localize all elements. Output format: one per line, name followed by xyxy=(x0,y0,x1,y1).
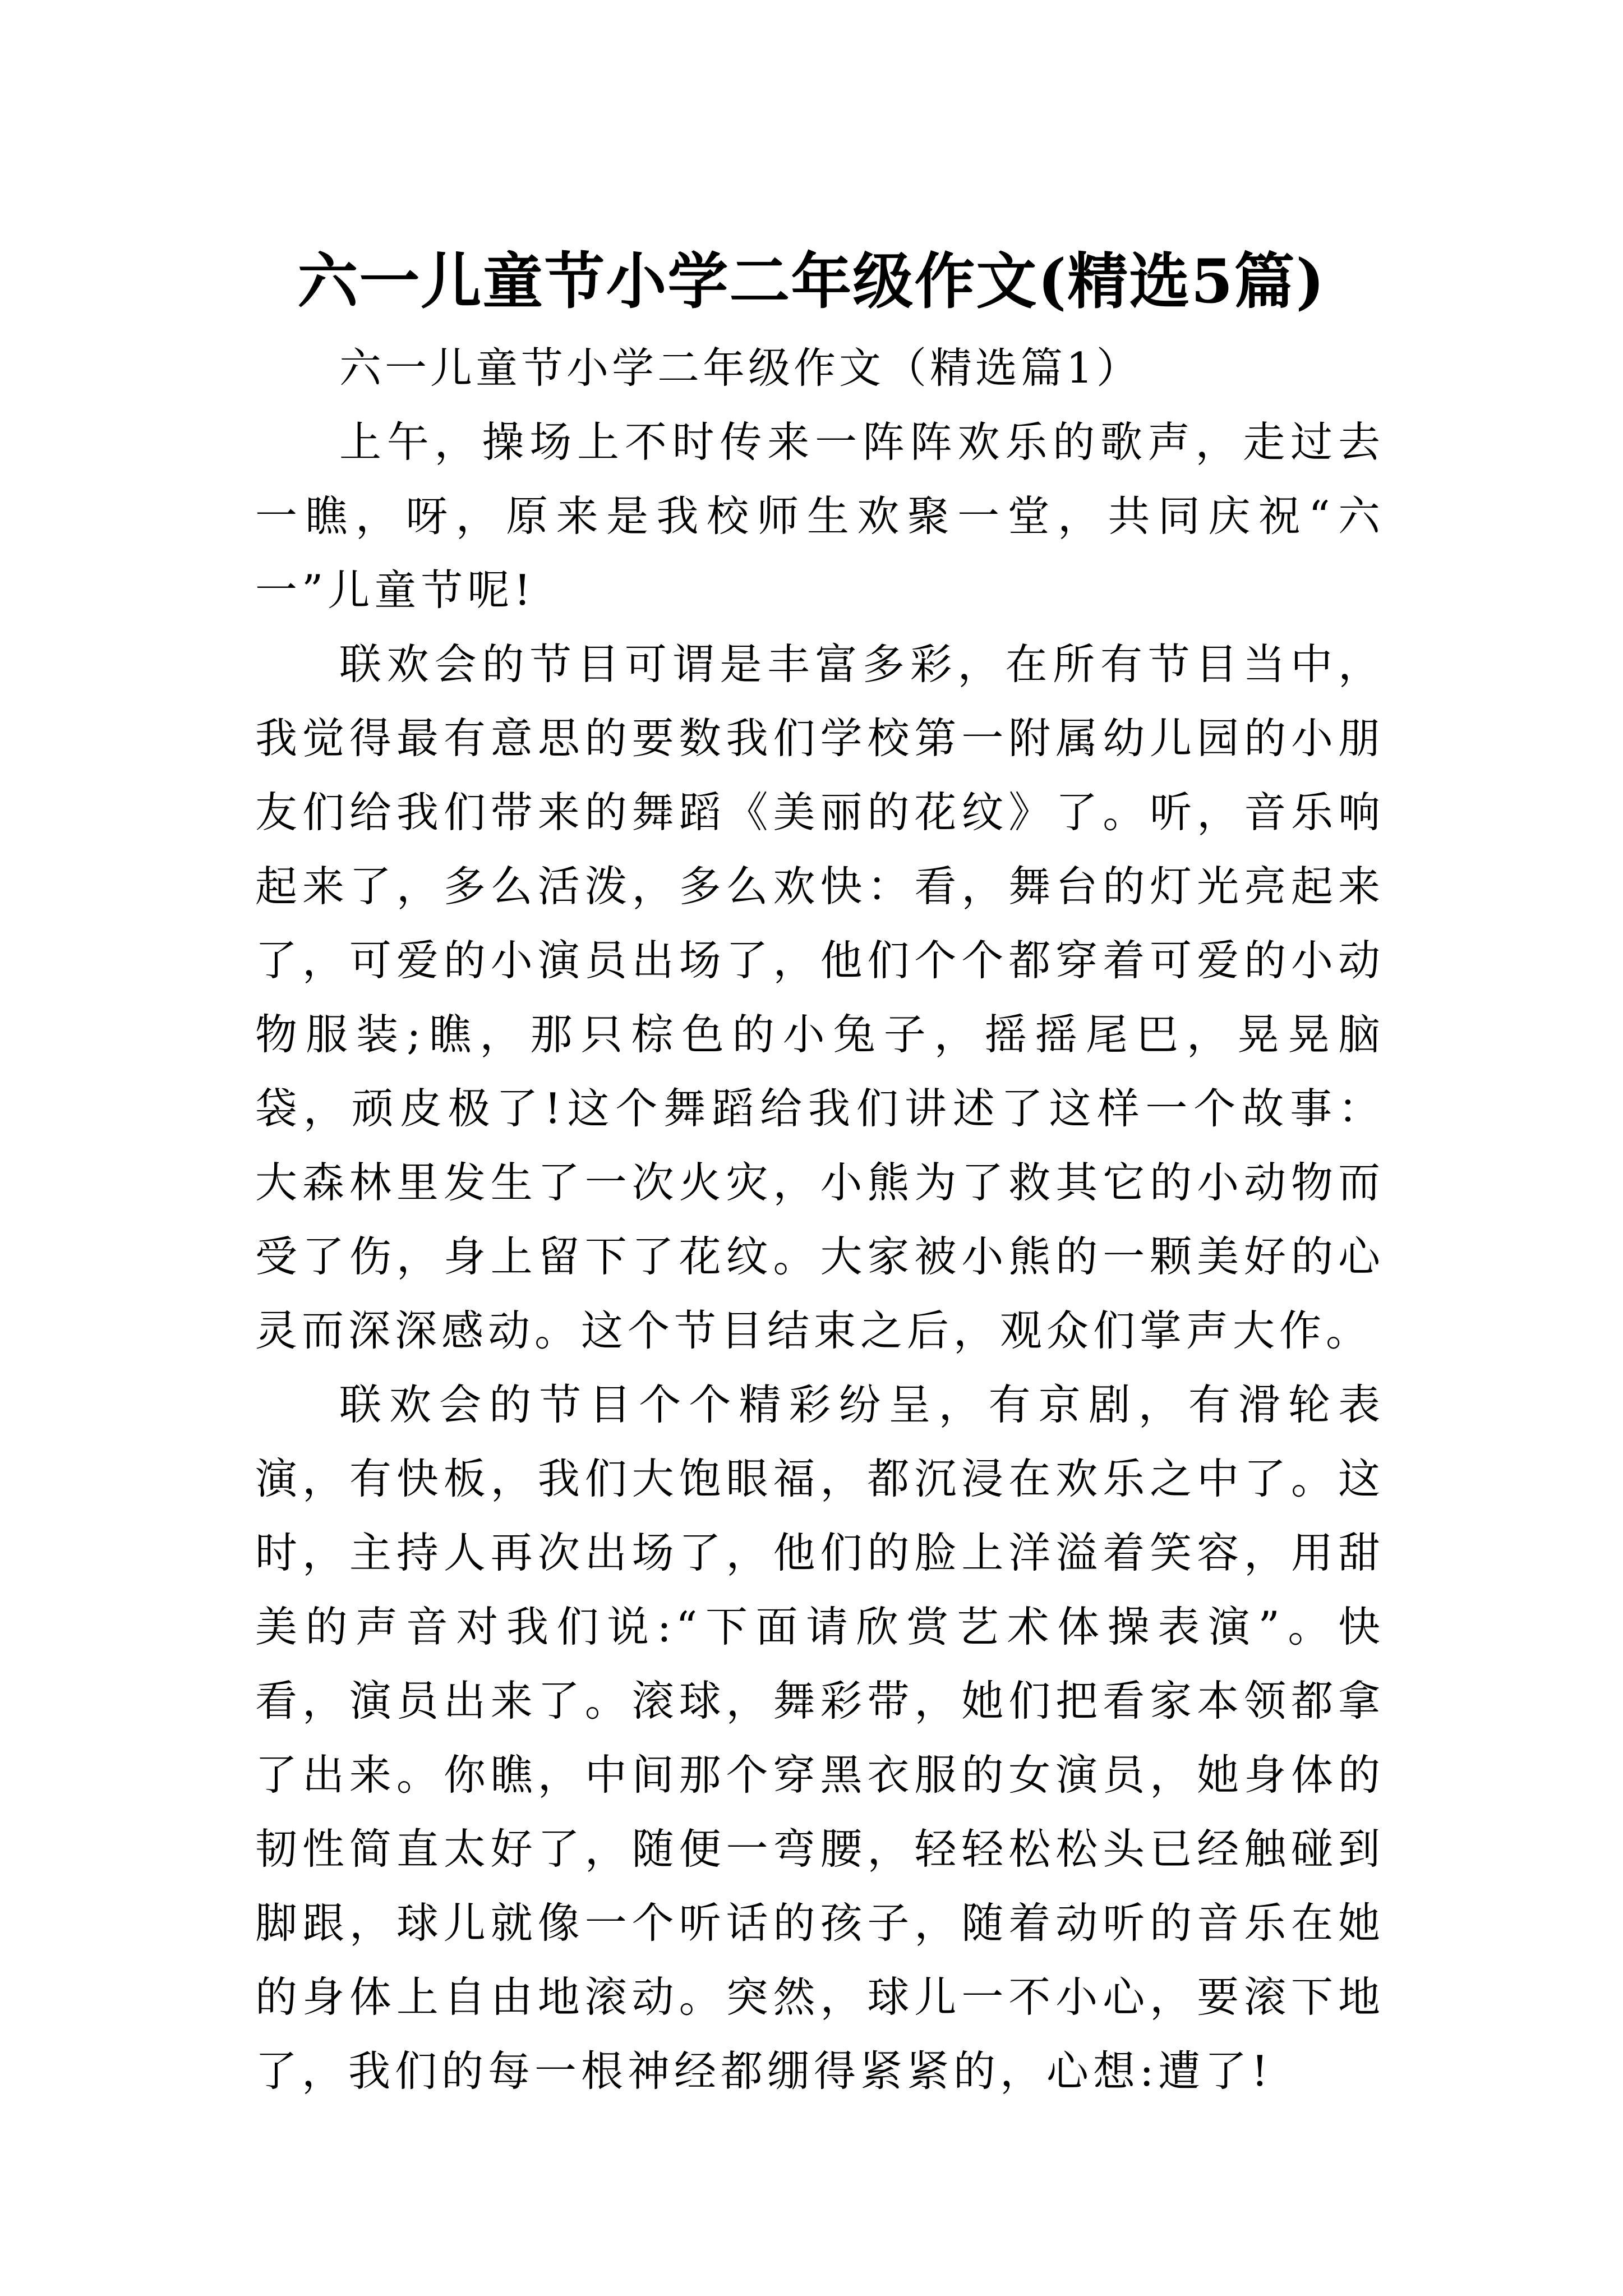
paragraph: 联欢会的节目个个精彩纷呈，有京剧，有滑轮表演，有快板，我们大饱眼福，都沉浸在欢乐之中了。这时，主持人再次出场了，他们的脸上洋溢着笑容，用甜美的声音对我们说:“下面请欣赏艺术体操表演”。快看，演员出来了。滚球，舞彩带，她们把看家本领都拿了出来。你瞧，中间那个穿黑衣服的女演员，她身体的韧性简直太好了，随便一弯腰，轻轻松松头已经触碰到脚跟，球儿就像一个听话的孩子，随着动听的音乐在她的身体上自由地滚动。突然，球儿一不小心，要滚下地了，我们的每一根神经都绷得紧紧的，心想:遭了! xyxy=(255,1380,1385,2096)
paragraph: 上午，操场上不时传来一阵阵欢乐的歌声，走过去一瞧，呀，原来是我校师生欢聚一堂，共同庆祝“六一”儿童节呢! xyxy=(255,417,1385,615)
document-body xyxy=(255,331,1385,2108)
section-heading: 六一儿童节小学二年级作文（精选篇1） xyxy=(339,343,1142,393)
document-title: 六一儿童节小学二年级作文(精选5篇) xyxy=(297,246,1326,318)
paragraph: 联欢会的节目可谓是丰富多彩，在所有节目当中，我觉得最有意思的要数我们学校第一附属幼儿园的小朋友们给我们带来的舞蹈《美丽的花纹》了。听，音乐响起来了，多么活泼，多么欢快：看，舞台的灯光亮起来了，可爱的小演员出场了，他们个个都穿着可爱的小动物服装;瞧，那只棕色的小兔子，摇摇尾巴，晃晃脑袋，顽皮极了!这个舞蹈给我们讲述了这样一个故事：大森林里发生了一次火灾，小熊为了救其它的小动物而受了伤，身上留下了花纹。大家被小熊的一颗美好的心灵而深深感动。这个节目结束之后，观众们掌声大作。 xyxy=(255,639,1385,1355)
